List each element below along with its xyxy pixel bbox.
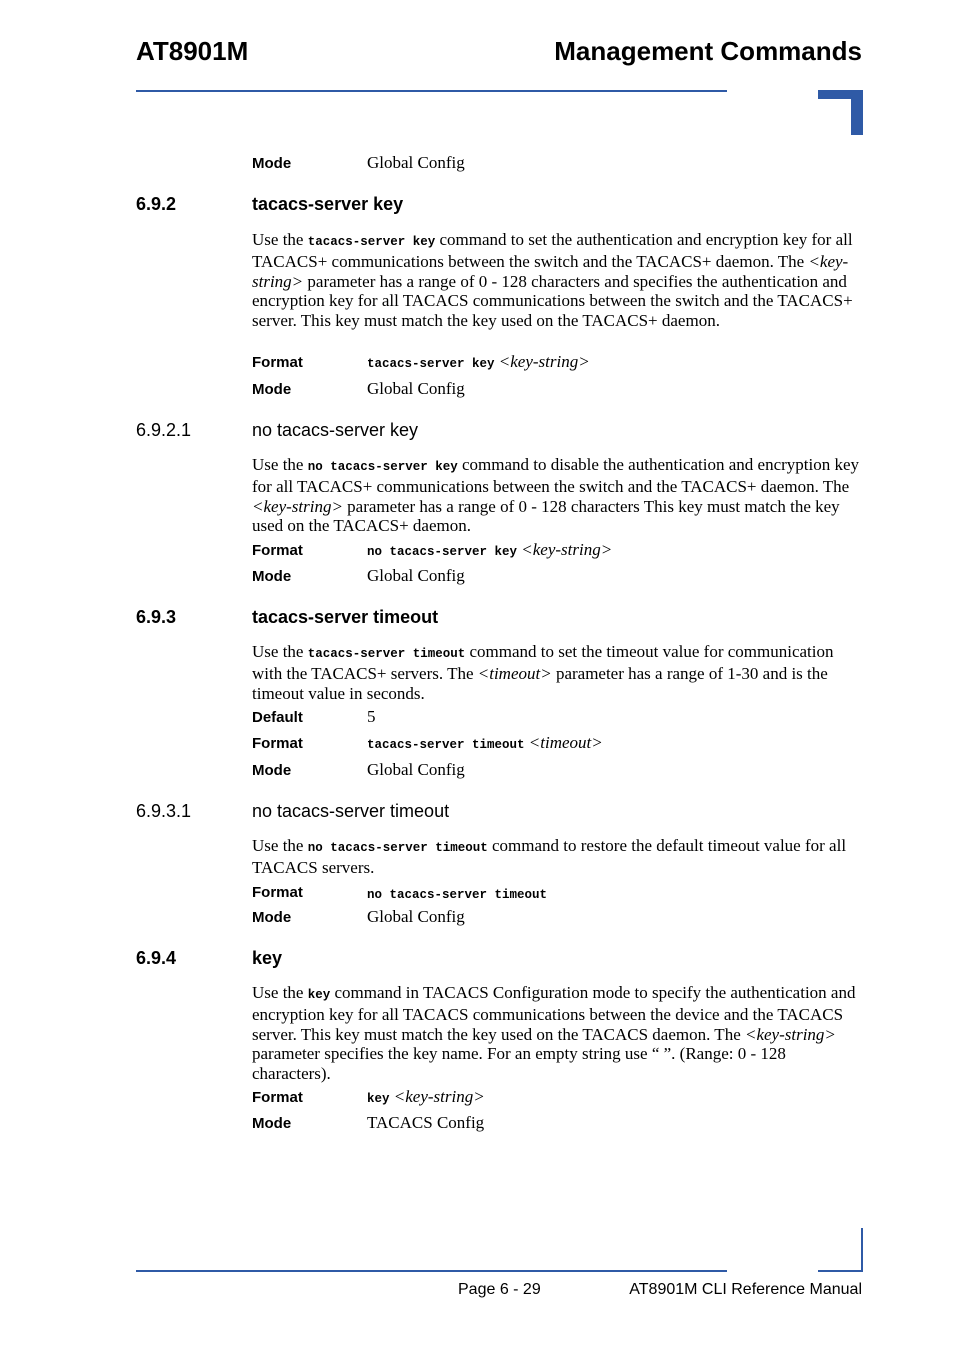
section-title: key — [252, 948, 283, 968]
mode-value: Global Config — [367, 907, 465, 926]
mode-label: Mode — [252, 762, 292, 779]
mode-label: Mode — [252, 1115, 292, 1132]
section-number: 6.9.4 — [136, 948, 177, 968]
format-value: no tacacs-server timeout — [367, 888, 548, 902]
subsection-number: 6.9.3.1 — [136, 801, 192, 821]
header-rule — [136, 90, 727, 92]
section-title: tacacs-server key — [252, 194, 404, 214]
mode-value: Global Config — [367, 760, 465, 779]
header-corner-vertical — [851, 90, 863, 135]
default-value: 5 — [367, 707, 376, 726]
section-paragraph: Use the key command in TACACS Configuration mode to specify the authentication and encryption key for all TACACS communications between the device and the TACACS server. This key must match the key used on the TACACS daemon. The <key-string> parameter specifies the key name. For an empty string use “ ”. (Range: 0 - 128 characters). — [252, 983, 856, 1083]
section-number: 6.9.3 — [136, 607, 177, 627]
mode-label: Mode — [252, 568, 292, 585]
inline-command: no tacacs-server timeout — [307, 841, 488, 855]
section-paragraph: Use the no tacacs-server timeout command to restore the default timeout value for all TACACS servers. — [252, 836, 847, 878]
header-left-title: AT8901M — [136, 36, 249, 66]
header-right-title: Management Commands — [554, 36, 862, 66]
top-mode-value: Global Config — [367, 153, 465, 172]
inline-command: tacacs-server key — [307, 235, 436, 249]
format-label: Format — [252, 354, 303, 371]
section-paragraph: Use the tacacs-server timeout command to set the timeout value for communication with the TACACS+ servers. The <timeout> parameter has a range of 1-30 and is the timeout value in seconds. — [252, 642, 834, 703]
format-label: Format — [252, 884, 303, 901]
inline-parameter: <key-string> — [744, 1024, 836, 1044]
format-label: Format — [252, 542, 303, 559]
section-paragraph: Use the tacacs-server key command to set the authentication and encryption key for all TACACS+ communications between the switch and the TACACS+ daemon. The <key-string> parameter has a range of 0 - 128 characters and specifies the authentication and encryption key for all TACACS communications between the switch and the TACACS+ server. This key must match the key used on the TACACS+ daemon. — [252, 230, 853, 330]
footer-corner-horizontal — [818, 1270, 863, 1272]
footer-corner-vertical — [861, 1228, 863, 1272]
manual-title: AT8901M CLI Reference Manual — [629, 1281, 862, 1298]
mode-label: Mode — [252, 381, 292, 398]
mode-value: TACACS Config — [367, 1113, 485, 1132]
format-value: tacacs-server key <key-string> — [367, 352, 590, 371]
format-label: Format — [252, 1089, 303, 1106]
inline-parameter: <key-string> — [252, 252, 849, 291]
format-value: key <key-string> — [367, 1087, 485, 1106]
footer-rule — [136, 1270, 727, 1272]
section-number: 6.9.2 — [136, 194, 177, 214]
page-number: Page 6 - 29 — [458, 1281, 541, 1298]
mode-value: Global Config — [367, 566, 465, 585]
format-value: no tacacs-server key <key-string> — [367, 540, 613, 559]
inline-parameter: <key-string> — [252, 496, 343, 516]
format-value: tacacs-server timeout <timeout> — [367, 733, 603, 752]
default-label: Default — [252, 709, 303, 726]
subsection-title: no tacacs-server key — [252, 420, 419, 440]
format-label: Format — [252, 735, 303, 752]
subsection-title: no tacacs-server timeout — [252, 801, 450, 821]
subsection-number: 6.9.2.1 — [136, 420, 192, 440]
inline-command: key — [307, 988, 331, 1002]
inline-parameter: <timeout> — [477, 664, 552, 684]
inline-command: no tacacs-server key — [307, 460, 458, 474]
section-paragraph: Use the no tacacs-server key command to disable the authentication and encryption key for all TACACS+ communications between the switch and the TACACS+ daemon. The <key-string> parameter has a range of 0 - 128 characters This key must match the key used on the TACACS+ daemon. — [252, 455, 860, 536]
top-mode-label: Mode — [252, 155, 292, 172]
inline-command: tacacs-server timeout — [307, 647, 466, 661]
mode-value: Global Config — [367, 379, 465, 398]
section-title: tacacs-server timeout — [252, 607, 439, 627]
mode-label: Mode — [252, 909, 292, 926]
